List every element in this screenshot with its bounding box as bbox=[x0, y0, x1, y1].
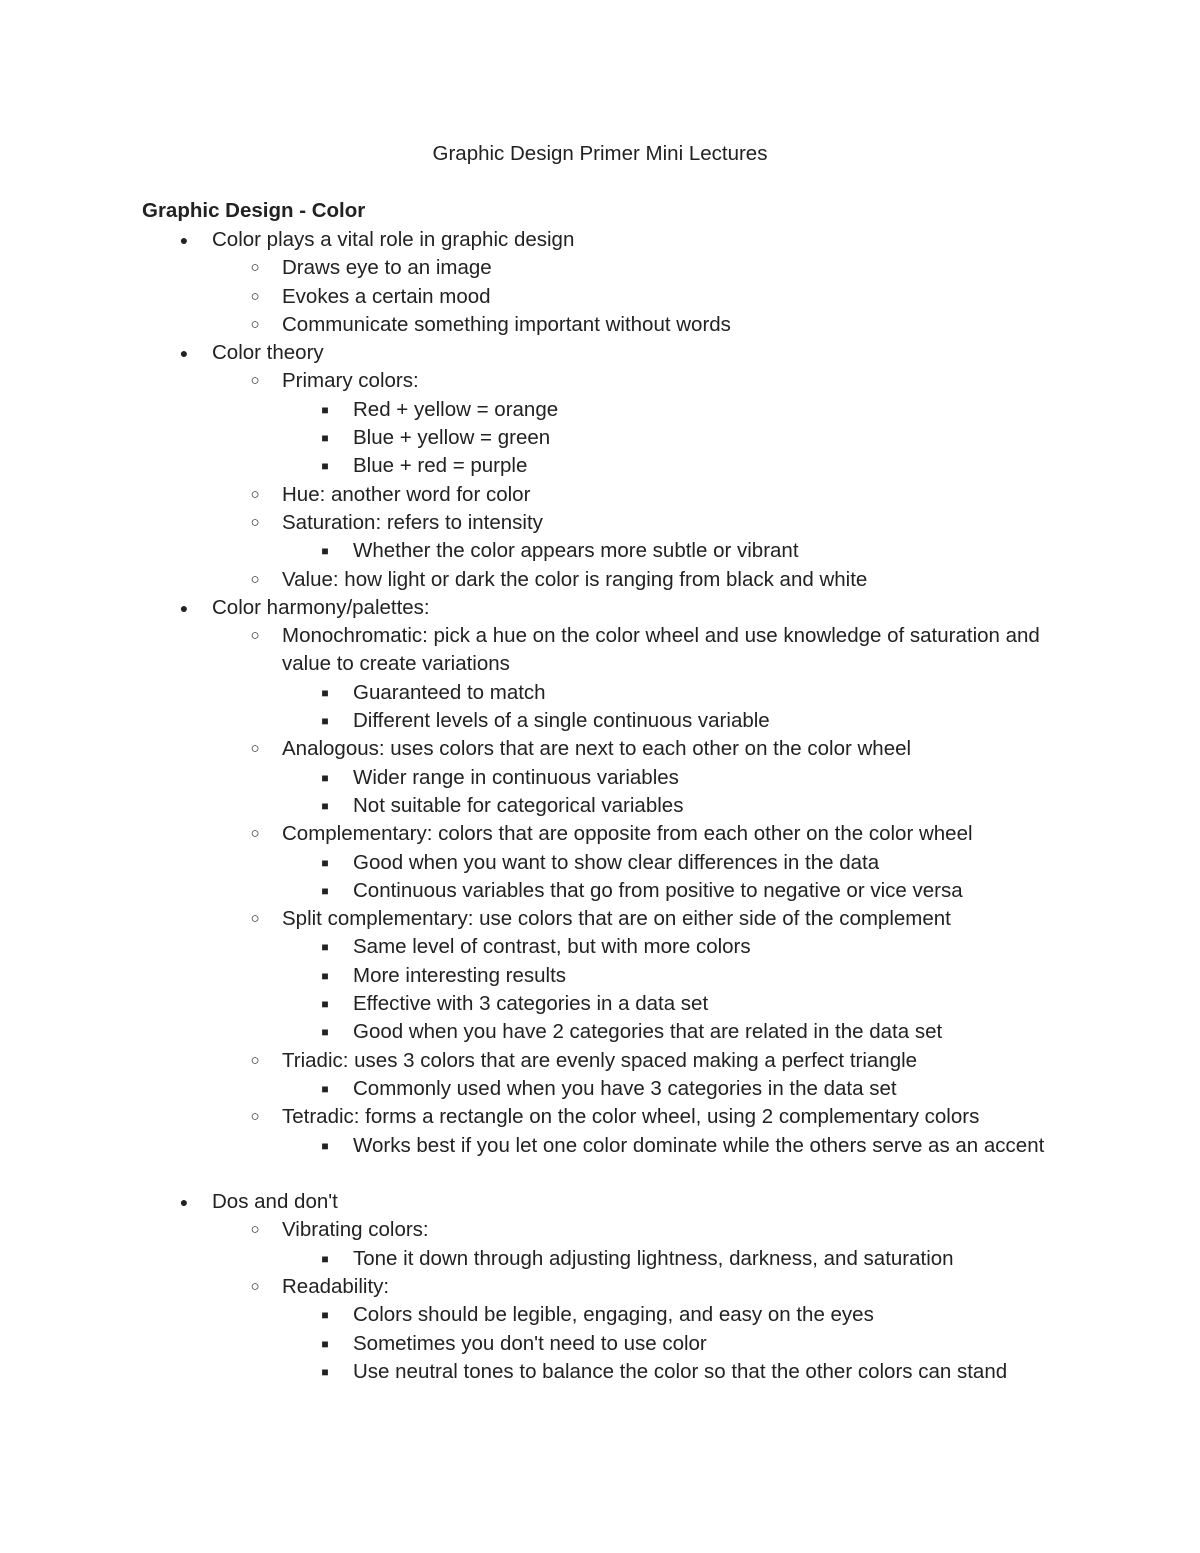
bullet-outline bbox=[0, 226, 1200, 1386]
circle-bullet-icon: ○ bbox=[250, 627, 260, 645]
circle-bullet-icon: ○ bbox=[250, 825, 260, 843]
list-item-text: Different levels of a single continuous variable bbox=[353, 709, 770, 733]
list-item-text: Value: how light or dark the color is ranging from black and white bbox=[282, 567, 868, 591]
list-item-text: Dos and don't bbox=[212, 1190, 338, 1214]
list-item-text: Use neutral tones to balance the color so that the other colors can stand bbox=[353, 1359, 1008, 1383]
list-item bbox=[0, 735, 1200, 763]
square-bullet-icon: ■ bbox=[321, 685, 329, 700]
list-item-text: Color harmony/palettes: bbox=[212, 595, 430, 619]
circle-bullet-icon: ○ bbox=[250, 485, 260, 503]
bullet-icon: ● bbox=[179, 1194, 189, 1211]
list-item bbox=[0, 1330, 1200, 1358]
list-item-text: Triadic: uses 3 colors that are evenly spaced making a perfect triangle bbox=[282, 1048, 918, 1072]
list-item bbox=[0, 1018, 1200, 1046]
list-item-text: Whether the color appears more subtle or vibrant bbox=[353, 539, 799, 563]
list-item bbox=[0, 452, 1200, 480]
list-item-text: Vibrating colors: bbox=[282, 1218, 429, 1242]
circle-bullet-icon: ○ bbox=[250, 1221, 260, 1239]
list-item bbox=[0, 905, 1200, 933]
list-item bbox=[0, 1047, 1200, 1075]
list-item bbox=[0, 1075, 1200, 1103]
circle-bullet-icon: ○ bbox=[250, 315, 260, 333]
list-item bbox=[0, 1301, 1200, 1329]
list-item bbox=[0, 396, 1200, 424]
list-item-text: Draws eye to an image bbox=[282, 256, 492, 280]
circle-bullet-icon: ○ bbox=[250, 1277, 260, 1295]
list-item-text: Effective with 3 categories in a data set bbox=[353, 992, 709, 1016]
list-item bbox=[0, 1273, 1200, 1301]
list-item bbox=[0, 707, 1200, 735]
list-item bbox=[0, 1245, 1200, 1273]
list-item-text: More interesting results bbox=[353, 963, 567, 987]
list-item-text: Good when you have 2 categories that are related in the data set bbox=[353, 1020, 943, 1044]
list-item bbox=[0, 962, 1200, 990]
list-item bbox=[0, 339, 1200, 367]
list-item-text: Tone it down through adjusting lightness, darkness, and saturation bbox=[353, 1246, 954, 1270]
square-bullet-icon: ■ bbox=[321, 1081, 329, 1096]
list-item-text: Red + yellow = orange bbox=[353, 397, 559, 421]
list-item bbox=[0, 226, 1200, 254]
bullet-icon: ● bbox=[179, 599, 189, 616]
bullet-icon: ● bbox=[179, 232, 189, 248]
list-item-text: Continuous variables that go from positive to negative or vice versa bbox=[353, 878, 963, 902]
list-item bbox=[0, 1188, 1200, 1216]
list-item bbox=[0, 820, 1200, 848]
list-item bbox=[0, 933, 1200, 961]
circle-bullet-icon: ○ bbox=[250, 259, 260, 277]
square-bullet-icon: ■ bbox=[321, 544, 329, 559]
square-bullet-icon: ■ bbox=[321, 402, 329, 417]
square-bullet-icon: ■ bbox=[321, 1251, 329, 1266]
circle-bullet-icon: ○ bbox=[250, 740, 260, 758]
list-item-text: Blue + yellow = green bbox=[353, 426, 551, 450]
circle-bullet-icon: ○ bbox=[250, 910, 260, 928]
list-item bbox=[0, 424, 1200, 452]
list-item-text: Sometimes you don't need to use color bbox=[353, 1331, 707, 1355]
list-item bbox=[0, 509, 1200, 537]
list-item-text: Not suitable for categorical variables bbox=[353, 793, 684, 817]
circle-bullet-icon: ○ bbox=[250, 1108, 260, 1126]
list-item-text: Same level of contrast, but with more colors bbox=[353, 935, 751, 959]
square-bullet-icon: ■ bbox=[321, 1025, 329, 1040]
square-bullet-icon: ■ bbox=[321, 431, 329, 446]
list-item bbox=[0, 537, 1200, 565]
list-item bbox=[0, 367, 1200, 395]
list-item bbox=[0, 764, 1200, 792]
list-item bbox=[0, 1216, 1200, 1244]
square-bullet-icon: ■ bbox=[321, 1308, 329, 1323]
list-item bbox=[0, 622, 1200, 679]
list-item-text: Color plays a vital role in graphic design bbox=[212, 228, 575, 251]
list-item-text: Color theory bbox=[212, 341, 324, 365]
square-bullet-icon: ■ bbox=[321, 883, 329, 898]
list-item-text: Analogous: uses colors that are next to each other on the color wheel bbox=[282, 737, 912, 761]
square-bullet-icon: ■ bbox=[321, 940, 329, 955]
square-bullet-icon: ■ bbox=[321, 997, 329, 1012]
square-bullet-icon: ■ bbox=[321, 1138, 329, 1153]
list-item bbox=[0, 792, 1200, 820]
list-item-text: Blue + red = purple bbox=[353, 454, 528, 478]
square-bullet-icon: ■ bbox=[321, 770, 329, 785]
list-item-text: Communicate something important without words bbox=[282, 312, 731, 336]
list-item bbox=[0, 849, 1200, 877]
list-item-text: Saturation: refers to intensity bbox=[282, 510, 543, 534]
list-item bbox=[0, 877, 1200, 905]
list-item-text: Split complementary: use colors that are on either side of the complement bbox=[282, 907, 951, 931]
square-bullet-icon: ■ bbox=[321, 459, 329, 474]
list-item-text: Colors should be legible, engaging, and easy on the eyes bbox=[353, 1303, 874, 1327]
square-bullet-icon: ■ bbox=[321, 968, 329, 983]
square-bullet-icon: ■ bbox=[321, 1364, 329, 1379]
circle-bullet-icon: ○ bbox=[250, 570, 260, 588]
list-item-text: Complementary: colors that are opposite from each other on the color wheel bbox=[282, 822, 973, 846]
circle-bullet-icon: ○ bbox=[250, 372, 260, 390]
circle-bullet-icon: ○ bbox=[250, 513, 260, 531]
list-item bbox=[0, 481, 1200, 509]
list-item bbox=[0, 990, 1200, 1018]
list-item bbox=[0, 311, 1200, 339]
list-item-text: Commonly used when you have 3 categories in the data set bbox=[353, 1076, 897, 1100]
list-item-text: Guaranteed to match bbox=[353, 680, 546, 704]
list-item-text: Readability: bbox=[282, 1274, 390, 1298]
list-item bbox=[0, 594, 1200, 622]
circle-bullet-icon: ○ bbox=[250, 1051, 260, 1069]
list-item-text: Works best if you let one color dominate while the others serve as an accent bbox=[353, 1133, 1045, 1157]
list-item bbox=[0, 1132, 1200, 1189]
list-item bbox=[0, 254, 1200, 282]
square-bullet-icon: ■ bbox=[321, 855, 329, 870]
list-item bbox=[0, 1103, 1200, 1131]
list-item-text: Hue: another word for color bbox=[282, 482, 531, 506]
list-item bbox=[0, 1358, 1200, 1386]
list-item bbox=[0, 566, 1200, 594]
list-item-text: Wider range in continuous variables bbox=[353, 765, 679, 789]
list-item bbox=[0, 679, 1200, 707]
list-item-text: Primary colors: bbox=[282, 369, 419, 393]
square-bullet-icon: ■ bbox=[321, 1336, 329, 1351]
circle-bullet-icon: ○ bbox=[250, 287, 260, 305]
list-item-text: Good when you want to show clear differences in the data bbox=[353, 850, 880, 874]
square-bullet-icon: ■ bbox=[321, 798, 329, 813]
section-heading: Graphic Design - Color bbox=[142, 199, 366, 222]
list-item-text: Tetradic: forms a rectangle on the color wheel, using 2 complementary colors bbox=[282, 1105, 980, 1129]
square-bullet-icon: ■ bbox=[321, 714, 329, 729]
list-item-text: Evokes a certain mood bbox=[282, 284, 491, 308]
list-item-text: Monochromatic: pick a hue on the color wheel and use knowledge of saturation and value to create variations bbox=[282, 624, 1040, 676]
list-item bbox=[0, 283, 1200, 311]
bullet-icon: ● bbox=[179, 345, 189, 362]
page-title: Graphic Design Primer Mini Lectures bbox=[432, 142, 768, 165]
